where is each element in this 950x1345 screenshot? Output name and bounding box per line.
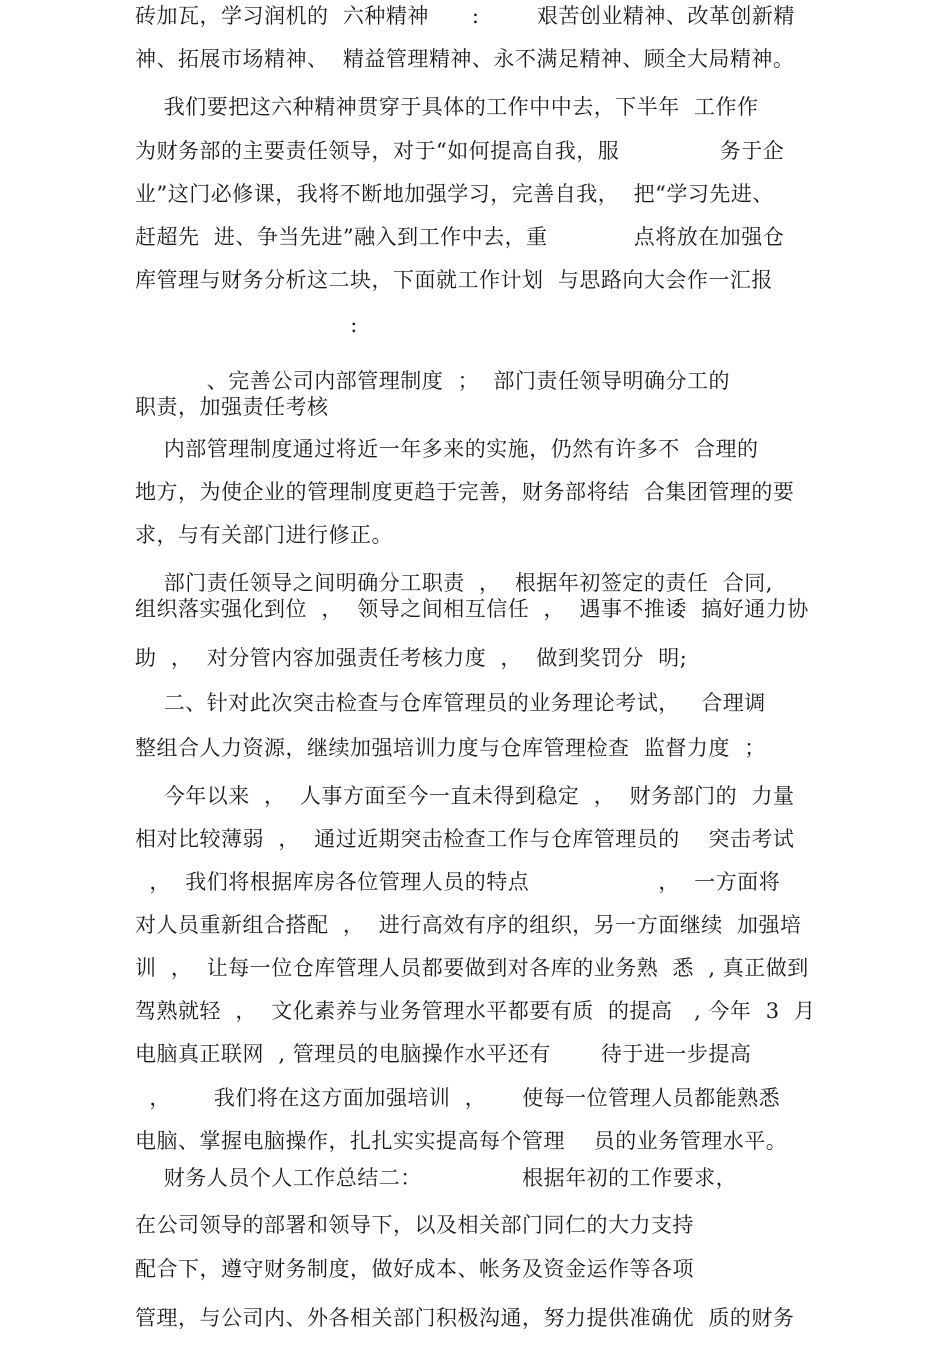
text-line: 训 ， 让每一位仓库管理人员都要做到对各库的业务熟 悉 , 真正做到 [135, 956, 809, 980]
text-line: 内部管理制度通过将近一年多来的实施，仍然有许多不 合理的 [135, 437, 759, 461]
text-line: 相对比较薄弱 ， 通过近期突击检查工作与仓库管理员的 突击考试 [135, 827, 795, 851]
text-line: 管理，与公司内、外各相关部门积极沟通，努力提供准确优 质的财务 [135, 1306, 795, 1330]
text-line: 赶超先 进、争当先进”融入到工作中去，重 点将放在加强仓 [135, 225, 785, 249]
text-line: 神、拓展市场精神、 精益管理精神、永不满足精神、顾全大局精神。 [135, 47, 795, 71]
text-line: 在公司领导的部署和领导下，以及相关部门同仁的大力支持 [135, 1213, 694, 1237]
text-line: 配合下，遵守财务制度，做好成本、帐务及资金运作等各项 [135, 1257, 694, 1281]
text-line: 对人员重新组合搭配 ， 进行高效有序的组织，另一方面继续 加强培 [135, 913, 802, 937]
text-line: 电脑真正联网 , 管理员的电脑操作水平还有 待于进一步提高 [135, 1042, 752, 1066]
section-heading: 、完善公司内部管理制度 ； 部门责任领导明确分工的 [135, 369, 730, 393]
text-line: 助 ， 对分管内容加强责任考核力度 ， 做到奖罚分 明; [135, 646, 688, 670]
section-heading: 二、针对此次突击检查与仓库管理员的业务理论考试， 合理调 [135, 691, 766, 715]
text-line: : [135, 313, 358, 337]
text-line: 电脑、掌握电脑操作，扎扎实实提高每个管理 员的业务管理水平。 [135, 1129, 788, 1153]
text-line: ， 我们将在这方面加强培训 ， 使每一位管理人员都能熟悉 [135, 1086, 781, 1110]
text-line: 业”这门必修课，我将不断地加强学习，完善自我， 把“学习先进、 [135, 182, 774, 206]
text-line: 为财务部的主要责任领导，对于“如何提高自我，服 务于企 [135, 139, 785, 163]
section-heading: 财务人员个人工作总结二： 根据年初的工作要求， [135, 1166, 738, 1190]
text-line: 部门责任领导之间明确分工职责 ， 根据年初签定的责任 合同, [135, 571, 773, 595]
section-heading: 职责，加强责任考核 [135, 395, 329, 419]
text-line: ， 我们将根据库房各位管理人员的特点 ， 一方面将 [135, 870, 781, 894]
text-line: 今年以来 ， 人事方面至今一直未得到稳定 ， 财务部门的 力量 [135, 784, 795, 808]
text-line: 我们要把这六种精神贯穿于具体的工作中中去，下半年 工作作 [135, 95, 759, 119]
text-line: 库管理与财务分析这二块，下面就工作计划 与思路向大会作一汇报 [135, 268, 773, 292]
text-line: 组织落实强化到位 ， 领导之间相互信任 ， 遇事不推诿 搞好通力协 [135, 597, 809, 621]
text-line: 砖加瓦，学习润机的 六种精神 : 艰苦创业精神、改革创新精 [135, 4, 795, 28]
section-heading: 整组合人力资源，继续加强培训力度与仓库管理检查 监督力度 ； [135, 736, 766, 760]
text-line: 地方，为使企业的管理制度更趋于完善，财务部将结 合集团管理的要 [135, 480, 795, 504]
text-line: 驾熟就轻 ， 文化素养与业务管理水平都要有质 的提高 , 今年 3 月 [135, 999, 816, 1023]
text-line: 求，与有关部门进行修正。 [135, 523, 393, 547]
